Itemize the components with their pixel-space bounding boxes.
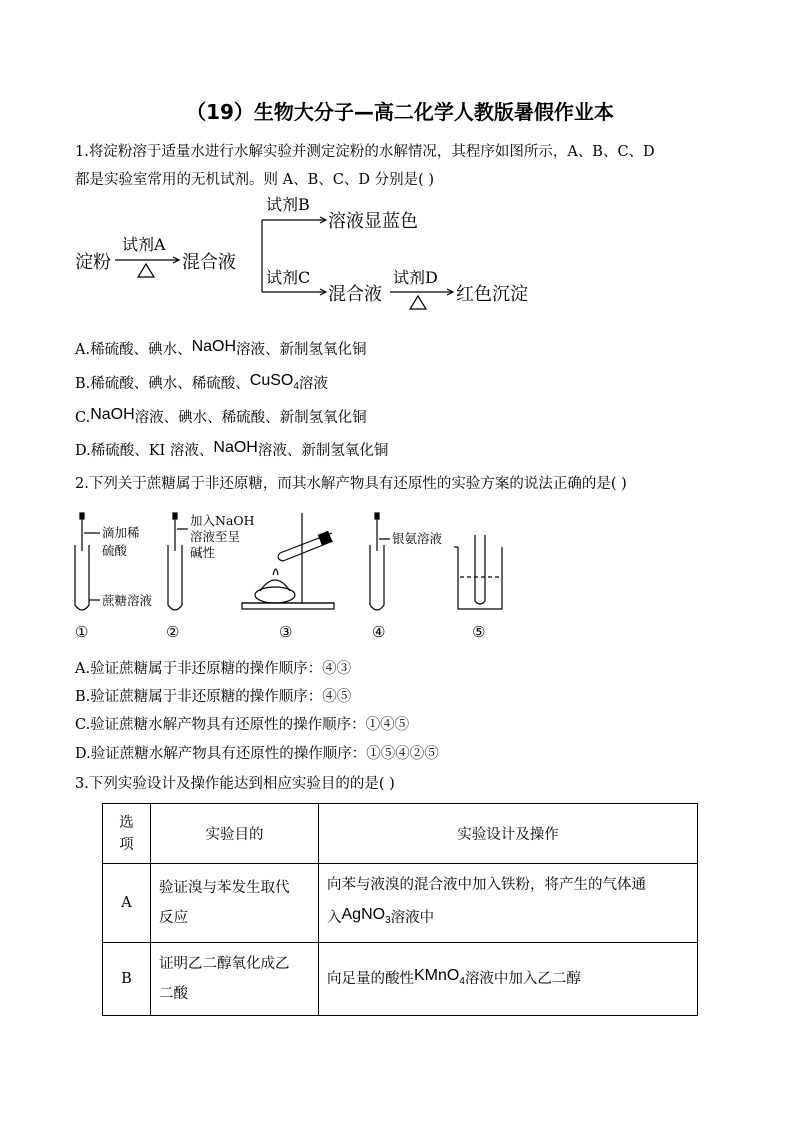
flow-reagent-d: 试剂D — [393, 268, 438, 287]
flow-mixture-2: 混合液 — [328, 284, 382, 305]
label-add-acid-2: 硫酸 — [102, 543, 128, 558]
q1-option-b-post: 溶液 — [298, 376, 328, 392]
header-purpose: 实验目的 — [151, 804, 319, 864]
formula-kmno4: KMnO$_4$ — [414, 967, 465, 988]
q1-flow-diagram — [70, 190, 590, 330]
test-tube-4 — [370, 545, 384, 610]
q1-option-a-post: 溶液、新制氢氧化铜 — [236, 342, 367, 358]
q1-option-a-pre: A.稀硫酸、碘水、 — [75, 342, 192, 358]
q2-option-c[interactable]: C.验证蔗糖水解产物具有还原性的操作顺序：①④⑤ — [75, 717, 410, 733]
formula-agno3: AgNO$_3$ — [341, 906, 391, 927]
q1-option-c-post: 溶液、碘水、稀硫酸、新制氢氧化铜 — [134, 410, 367, 426]
row-a-design: 向苯与液溴的混合液中加入铁粉，将产生的气体通 入AgNO$_3$溶液中 — [319, 864, 698, 943]
q2-option-a[interactable]: A.验证蔗糖属于非还原糖的操作顺序：④③ — [75, 661, 352, 677]
q1-option-a[interactable] — [75, 338, 367, 359]
q3-stem: 3.下列实验设计及操作能达到相应实验目的的是( ) — [75, 776, 395, 792]
label-sucrose-solution: 蔗糖溶液 — [102, 593, 153, 608]
label-add-naoh-2: 溶液至呈 — [190, 529, 241, 544]
row-b-design: 向足量的酸性KMnO$_4$溶液中加入乙二醇 — [319, 943, 698, 1016]
formula-naoh: NaOH — [213, 439, 258, 456]
label-add-acid-1: 滴加稀 — [102, 525, 140, 540]
header-design: 实验设计及操作 — [319, 804, 698, 864]
q1-stem-line2: 都是实验室常用的无机试剂。则 A、B、C、D 分别是( ) — [75, 172, 434, 188]
fig-num-5: ⑤ — [472, 623, 486, 641]
flow-reagent-a: 试剂A — [122, 235, 166, 254]
label-silver-ammonia: 银氨溶液 — [392, 531, 443, 546]
q1-option-d[interactable] — [75, 439, 388, 460]
q1-option-d-post: 溶液、新制氢氧化铜 — [257, 443, 389, 459]
q2-apparatus-figure — [70, 505, 530, 645]
beaker — [458, 547, 502, 609]
fig-num-4: ④ — [372, 623, 386, 641]
flow-result-b: 溶液显蓝色 — [328, 211, 418, 232]
label-add-naoh-3: 碱性 — [190, 545, 216, 560]
row-b-option: B — [103, 943, 151, 1016]
table-row — [103, 864, 698, 943]
page-title: （19）生物大分子—高二化学人教版暑假作业本 — [186, 100, 614, 124]
fig-num-2: ② — [166, 623, 180, 641]
q2-stem: 2.下列关于蔗糖属于非还原糖，而其水解产物具有还原性的实验方案的说法正确的是( ) — [75, 476, 627, 492]
q2-option-d[interactable]: D.验证蔗糖水解产物具有还原性的操作顺序：①⑤④②⑤ — [75, 746, 439, 762]
test-tube-2 — [168, 545, 182, 610]
table-header-row — [103, 804, 698, 864]
row-b-purpose: 证明乙二醇氧化成乙 二酸 — [151, 943, 319, 1016]
row-a-purpose: 验证溴与苯发生取代 反应 — [151, 864, 319, 943]
flow-result-d: 红色沉淀 — [456, 284, 528, 305]
label-add-naoh-1: 加入NaOH — [190, 513, 255, 528]
header-option: 选 项 — [103, 804, 151, 864]
flow-starch: 淀粉 — [75, 252, 111, 273]
formula-naoh: NaOH — [191, 338, 237, 355]
q3-table — [102, 803, 698, 1016]
q1-stem-line1: 1.将淀粉溶于适量水进行水解实验并测定淀粉的水解情况，其程序如图所示，A、B、C、D — [75, 144, 655, 160]
q1-option-c-pre: C. — [75, 410, 91, 426]
flow-mixture: 混合液 — [182, 252, 236, 273]
table-row — [103, 943, 698, 1016]
test-tube-1 — [75, 545, 89, 610]
test-tube-5 — [475, 535, 485, 604]
formula-cuso4: CuSO$_4$ — [249, 372, 299, 393]
q1-option-b[interactable] — [75, 372, 328, 393]
q1-option-d-pre: D.稀硫酸、KI 溶液、 — [75, 443, 214, 459]
fig-num-1: ① — [75, 623, 89, 641]
q1-option-b-pre: B.稀硫酸、碘水、稀硫酸、 — [75, 376, 250, 392]
flow-reagent-b: 试剂B — [266, 195, 310, 214]
flow-reagent-c: 试剂C — [266, 268, 311, 287]
q2-option-b[interactable]: B.验证蔗糖属于非还原糖的操作顺序：④⑤ — [75, 689, 352, 705]
fig-num-3: ③ — [279, 623, 293, 641]
q1-option-c[interactable] — [75, 406, 367, 427]
row-a-option: A — [103, 864, 151, 943]
formula-naoh: NaOH — [90, 406, 135, 423]
